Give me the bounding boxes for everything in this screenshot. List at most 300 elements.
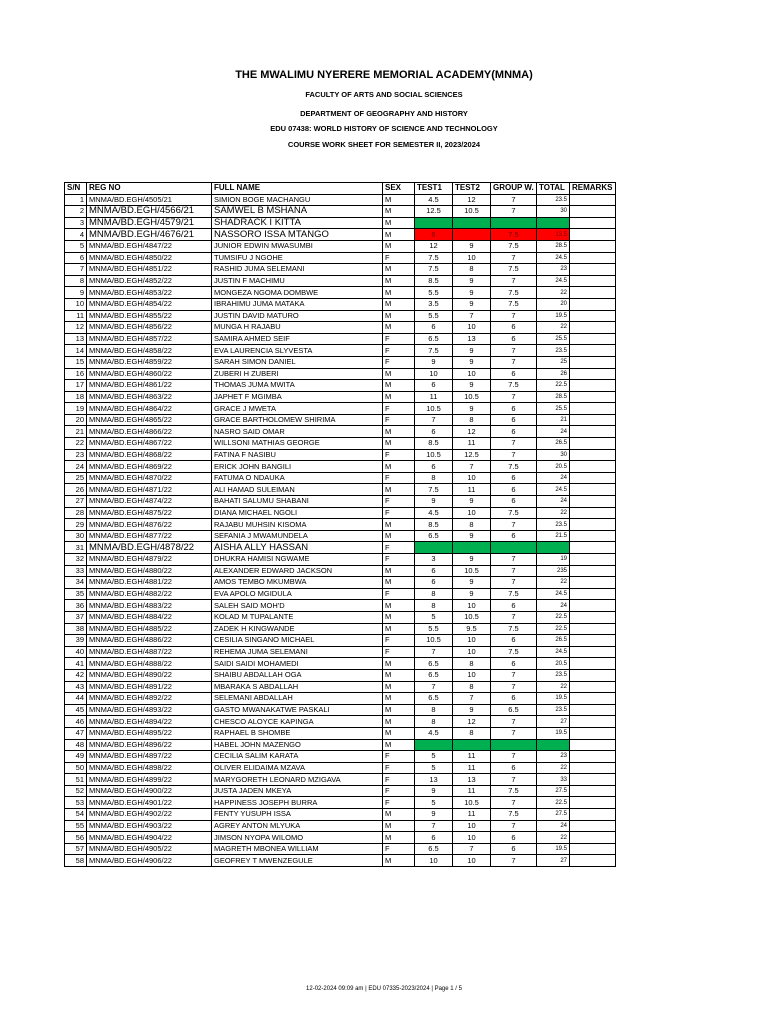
cell-group-work: 6.5 xyxy=(491,704,537,716)
cell-sn: 3 xyxy=(65,217,87,229)
cell-test2: 7 xyxy=(453,843,491,855)
coursework-table xyxy=(64,182,616,867)
cell-sn: 13 xyxy=(65,333,87,345)
cell-sex: F xyxy=(383,751,415,763)
table-row xyxy=(65,368,616,380)
cell-reg-no: MNMA/BD.EGH/4859/22 xyxy=(87,356,212,368)
cell-test2: 12 xyxy=(453,716,491,728)
cell-remarks xyxy=(570,380,616,392)
cell-group-work: 7 xyxy=(491,681,537,693)
cell-total: 27 xyxy=(537,855,570,867)
cell-sn: 45 xyxy=(65,704,87,716)
table-row xyxy=(65,264,616,276)
cell-remarks xyxy=(570,762,616,774)
cell-test2: 9 xyxy=(453,554,491,566)
cell-test1: 6 xyxy=(415,426,453,438)
cell-test1: 3 xyxy=(415,554,453,566)
cell-test1: 7 xyxy=(415,681,453,693)
table-row xyxy=(65,194,616,206)
cell-full-name: ALEXANDER EDWARD JACKSON xyxy=(212,565,383,577)
cell-sn: 40 xyxy=(65,646,87,658)
cell-test2: 9 xyxy=(453,403,491,415)
cell-full-name: RASHID JUMA SELEMANI xyxy=(212,264,383,276)
cell-test2: 10.5 xyxy=(453,565,491,577)
cell-sex: F xyxy=(383,588,415,600)
cell-sn: 48 xyxy=(65,739,87,751)
cell-sn: 24 xyxy=(65,461,87,473)
cell-sn: 47 xyxy=(65,727,87,739)
cell-remarks xyxy=(570,287,616,299)
cell-test1: 7.5 xyxy=(415,264,453,276)
table-row xyxy=(65,739,616,751)
cell-sn: 34 xyxy=(65,577,87,589)
cell-group-work: 6 xyxy=(491,600,537,612)
cell-test1: 10.5 xyxy=(415,403,453,415)
cell-full-name: MONGEZA NGOMA DOMBWE xyxy=(212,287,383,299)
cell-total: 24.5 xyxy=(537,275,570,287)
cell-full-name: MARYGORETH LEONARD MZIGAVA xyxy=(212,774,383,786)
cell-total: 24 xyxy=(537,472,570,484)
cell-group-work: 7.5 xyxy=(491,809,537,821)
cell-sex: F xyxy=(383,843,415,855)
cell-test2: 7 xyxy=(453,461,491,473)
cell-full-name: JUSTA JADEN MKEYA xyxy=(212,785,383,797)
cell-reg-no: MNMA/BD.EGH/4884/22 xyxy=(87,611,212,623)
table-row xyxy=(65,333,616,345)
cell-total: 20.5 xyxy=(537,461,570,473)
cell-group-work: 7 xyxy=(491,716,537,728)
cell-reg-no: MNMA/BD.EGH/4867/22 xyxy=(87,438,212,450)
cell-test1: 10.5 xyxy=(415,449,453,461)
cell-reg-no: MNMA/BD.EGH/4854/22 xyxy=(87,298,212,310)
cell-remarks xyxy=(570,252,616,264)
cell-test2: 8 xyxy=(453,264,491,276)
cell-total: 23.5 xyxy=(537,704,570,716)
cell-sn: 18 xyxy=(65,391,87,403)
table-row xyxy=(65,414,616,426)
col-header-remarks: REMARKS xyxy=(570,183,616,195)
cell-test1: 12 xyxy=(415,240,453,252)
cell-reg-no: MNMA/BD.EGH/4566/21 xyxy=(87,206,212,218)
sheet-title: COURSE WORK SHEET FOR SEMESTER II, 2023/2024 xyxy=(287,140,481,149)
cell-group-work: 6 xyxy=(491,693,537,705)
cell-reg-no: MNMA/BD.EGH/4904/22 xyxy=(87,832,212,844)
cell-test1: 6.5 xyxy=(415,333,453,345)
cell-test1: 9 xyxy=(415,809,453,821)
table-row xyxy=(65,496,616,508)
cell-total: 19.5 xyxy=(537,693,570,705)
cell-full-name: JUSTIN DAVID MATURO xyxy=(212,310,383,322)
cell-sn: 6 xyxy=(65,252,87,264)
cell-group-work: 7.5 xyxy=(491,229,537,241)
cell-reg-no: MNMA/BD.EGH/4898/22 xyxy=(87,762,212,774)
cell-test2: 9 xyxy=(453,287,491,299)
cell-sex: F xyxy=(383,252,415,264)
cell-total: 20.5 xyxy=(537,658,570,670)
cell-group-work: 7 xyxy=(491,310,537,322)
cell-reg-no: MNMA/BD.EGH/4893/22 xyxy=(87,704,212,716)
col-header-test1: TEST1 xyxy=(415,183,453,195)
cell-total: 26.5 xyxy=(537,438,570,450)
cell-full-name: SEFANIA J MWAMUNDELA xyxy=(212,530,383,542)
cell-sex: M xyxy=(383,287,415,299)
cell-sn: 28 xyxy=(65,507,87,519)
cell-test2: 12 xyxy=(453,426,491,438)
cell-group-work: 6 xyxy=(491,484,537,496)
cell-test2: 9 xyxy=(453,577,491,589)
cell-group-work: 6 xyxy=(491,368,537,380)
cell-total: 22 xyxy=(537,577,570,589)
cell-test1: 9 xyxy=(415,356,453,368)
cell-full-name: DIANA MICHAEL NGOLI xyxy=(212,507,383,519)
cell-group-work: 7.5 xyxy=(491,507,537,519)
table-row xyxy=(65,635,616,647)
cell-sex: F xyxy=(383,797,415,809)
cell-total: 22 xyxy=(537,507,570,519)
cell-remarks xyxy=(570,843,616,855)
cell-total: 235 xyxy=(537,565,570,577)
cell-reg-no: MNMA/BD.EGH/4851/22 xyxy=(87,264,212,276)
cell-sn: 33 xyxy=(65,565,87,577)
cell-full-name: SHADRACK I KITTA xyxy=(212,217,383,229)
cell-test1: 8 xyxy=(415,588,453,600)
cell-test1: 6 xyxy=(415,229,453,241)
cell-remarks xyxy=(570,449,616,461)
cell-reg-no: MNMA/BD.EGH/4505/21 xyxy=(87,194,212,206)
cell-total: 19.5 xyxy=(537,727,570,739)
cell-reg-no: MNMA/BD.EGH/4865/22 xyxy=(87,414,212,426)
cell-sn: 22 xyxy=(65,438,87,450)
col-header-group-work: GROUP W. xyxy=(491,183,537,195)
cell-group-work: 7 xyxy=(491,275,537,287)
cell-full-name: GRACE BARTHOLOMEW SHIRIMA xyxy=(212,414,383,426)
cell-full-name: RAPHAEL B SHOMBE xyxy=(212,727,383,739)
cell-total: 22.5 xyxy=(537,797,570,809)
cell-reg-no: MNMA/BD.EGH/4895/22 xyxy=(87,727,212,739)
cell-sn: 19 xyxy=(65,403,87,415)
cell-group-work: 7 xyxy=(491,206,537,218)
cell-test2: 10 xyxy=(453,507,491,519)
cell-total: 25 xyxy=(537,356,570,368)
cell-remarks xyxy=(570,658,616,670)
table-row xyxy=(65,704,616,716)
cell-test1: 5.5 xyxy=(415,310,453,322)
cell-total: 22.5 xyxy=(537,611,570,623)
cell-full-name: MUNGA H RAJABU xyxy=(212,322,383,334)
table-row xyxy=(65,403,616,415)
cell-group-work: 7 xyxy=(491,669,537,681)
cell-sex: F xyxy=(383,403,415,415)
cell-sex: M xyxy=(383,275,415,287)
cell-group-work: 7 xyxy=(491,554,537,566)
cell-total: 26.5 xyxy=(537,635,570,647)
cell-remarks xyxy=(570,588,616,600)
cell-total: 22.5 xyxy=(537,623,570,635)
page-footer: 12-02-2024 09:09 am | EDU 07335-2023/2024 | Page 1 / 5 xyxy=(306,986,462,992)
table-row xyxy=(65,449,616,461)
cell-sex: M xyxy=(383,704,415,716)
cell-full-name: BAHATI SALUMU SHABANI xyxy=(212,496,383,508)
cell-remarks xyxy=(570,623,616,635)
cell-reg-no: MNMA/BD.EGH/4900/22 xyxy=(87,785,212,797)
cell-full-name: IBRAHIMU JUMA MATAKA xyxy=(212,298,383,310)
cell-remarks xyxy=(570,727,616,739)
cell-sn: 16 xyxy=(65,368,87,380)
cell-test2: 11 xyxy=(453,438,491,450)
cell-full-name: GEOFREY T MWENZEGULE xyxy=(212,855,383,867)
cell-remarks xyxy=(570,565,616,577)
cell-remarks xyxy=(570,298,616,310)
cell-full-name: HABEL JOHN MAZENGO xyxy=(212,739,383,751)
cell-total xyxy=(537,217,570,229)
table-row xyxy=(65,588,616,600)
cell-group-work: 6 xyxy=(491,403,537,415)
cell-sex: F xyxy=(383,785,415,797)
cell-total: 13.5 xyxy=(537,229,570,241)
cell-test2: 9 xyxy=(453,588,491,600)
cell-reg-no: MNMA/BD.EGH/4863/22 xyxy=(87,391,212,403)
cell-full-name: SAMWEL B MSHANA xyxy=(212,206,383,218)
cell-test1: 6 xyxy=(415,380,453,392)
cell-sex: F xyxy=(383,472,415,484)
cell-test1: 7.5 xyxy=(415,345,453,357)
cell-test1: 8.5 xyxy=(415,438,453,450)
cell-full-name: CESILIA SINGANO MICHAEL xyxy=(212,635,383,647)
cell-sex: M xyxy=(383,565,415,577)
cell-reg-no: MNMA/BD.EGH/4866/22 xyxy=(87,426,212,438)
cell-remarks xyxy=(570,774,616,786)
cell-test1 xyxy=(415,217,453,229)
cell-total: 23.5 xyxy=(537,519,570,531)
cell-full-name: MAGRETH MBONEA WILLIAM xyxy=(212,843,383,855)
cell-group-work: 7.5 xyxy=(491,785,537,797)
table-row xyxy=(65,298,616,310)
cell-remarks xyxy=(570,600,616,612)
cell-total: 24.5 xyxy=(537,646,570,658)
cell-reg-no: MNMA/BD.EGH/4864/22 xyxy=(87,403,212,415)
cell-sn: 25 xyxy=(65,472,87,484)
table-row xyxy=(65,426,616,438)
cell-sn: 30 xyxy=(65,530,87,542)
cell-remarks xyxy=(570,693,616,705)
cell-group-work: 7 xyxy=(491,519,537,531)
cell-sex: F xyxy=(383,635,415,647)
cell-total: 22 xyxy=(537,322,570,334)
cell-sex: M xyxy=(383,669,415,681)
cell-reg-no: MNMA/BD.EGH/4885/22 xyxy=(87,623,212,635)
cell-group-work: 7 xyxy=(491,345,537,357)
cell-test2: 9 xyxy=(453,345,491,357)
cell-sex: M xyxy=(383,229,415,241)
cell-test2: 11 xyxy=(453,751,491,763)
cell-sn: 21 xyxy=(65,426,87,438)
col-header-sex: SEX xyxy=(383,183,415,195)
cell-test2: 10 xyxy=(453,368,491,380)
cell-remarks xyxy=(570,333,616,345)
cell-reg-no: MNMA/BD.EGH/4847/22 xyxy=(87,240,212,252)
cell-sn: 29 xyxy=(65,519,87,531)
cell-remarks xyxy=(570,310,616,322)
cell-test1: 7.5 xyxy=(415,252,453,264)
cell-remarks xyxy=(570,820,616,832)
cell-total: 25.5 xyxy=(537,403,570,415)
cell-sex: F xyxy=(383,507,415,519)
cell-test2 xyxy=(453,217,491,229)
cell-group-work: 7 xyxy=(491,727,537,739)
cell-test2: 10 xyxy=(453,669,491,681)
cell-full-name: SAIDI SAIDI MOHAMEDI xyxy=(212,658,383,670)
table-row xyxy=(65,380,616,392)
cell-reg-no: MNMA/BD.EGH/4906/22 xyxy=(87,855,212,867)
cell-test1: 4.5 xyxy=(415,727,453,739)
cell-sex: M xyxy=(383,438,415,450)
cell-test2: 10.5 xyxy=(453,797,491,809)
cell-total xyxy=(537,542,570,554)
cell-reg-no: MNMA/BD.EGH/4902/22 xyxy=(87,809,212,821)
cell-sn: 8 xyxy=(65,275,87,287)
table-row xyxy=(65,809,616,821)
cell-full-name: GRACE J MWETA xyxy=(212,403,383,415)
cell-test1: 3.5 xyxy=(415,298,453,310)
cell-full-name: CHESCO ALOYCE KAPINGA xyxy=(212,716,383,728)
table-row xyxy=(65,832,616,844)
cell-reg-no: MNMA/BD.EGH/4903/22 xyxy=(87,820,212,832)
cell-test2: 8 xyxy=(453,414,491,426)
cell-sn: 58 xyxy=(65,855,87,867)
cell-group-work: 7.5 xyxy=(491,240,537,252)
cell-total: 23.5 xyxy=(537,345,570,357)
table-row xyxy=(65,600,616,612)
cell-group-work: 6 xyxy=(491,496,537,508)
cell-reg-no: MNMA/BD.EGH/4860/22 xyxy=(87,368,212,380)
cell-group-work: 6 xyxy=(491,762,537,774)
col-header-sn: S/N xyxy=(65,183,87,195)
cell-reg-no: MNMA/BD.EGH/4886/22 xyxy=(87,635,212,647)
cell-total: 27.5 xyxy=(537,809,570,821)
cell-test1: 11 xyxy=(415,391,453,403)
cell-group-work: 7.5 xyxy=(491,298,537,310)
table-row xyxy=(65,519,616,531)
cell-sn: 9 xyxy=(65,287,87,299)
cell-test2: 9.5 xyxy=(453,623,491,635)
table-row xyxy=(65,229,616,241)
cell-remarks xyxy=(570,264,616,276)
table-body xyxy=(65,194,616,866)
cell-remarks xyxy=(570,275,616,287)
cell-full-name: FATINA F NASIBU xyxy=(212,449,383,461)
cell-total: 22 xyxy=(537,762,570,774)
cell-total: 22 xyxy=(537,287,570,299)
cell-group-work: 7.5 xyxy=(491,380,537,392)
cell-sn: 49 xyxy=(65,751,87,763)
cell-test2: 10 xyxy=(453,252,491,264)
cell-test2: 10 xyxy=(453,855,491,867)
cell-total: 30 xyxy=(537,449,570,461)
cell-total: 24.5 xyxy=(537,252,570,264)
table-row xyxy=(65,391,616,403)
cell-test1: 8.5 xyxy=(415,519,453,531)
cell-test2: 11 xyxy=(453,809,491,821)
cell-sex: M xyxy=(383,600,415,612)
cell-sex: M xyxy=(383,484,415,496)
table-row xyxy=(65,681,616,693)
col-header-total: TOTAL xyxy=(537,183,570,195)
cell-test1: 6.5 xyxy=(415,658,453,670)
cell-reg-no: MNMA/BD.EGH/4869/22 xyxy=(87,461,212,473)
cell-test2: 9 xyxy=(453,530,491,542)
cell-test1: 10 xyxy=(415,368,453,380)
cell-test1: 8 xyxy=(415,704,453,716)
table-row xyxy=(65,322,616,334)
cell-reg-no: MNMA/BD.EGH/4896/22 xyxy=(87,739,212,751)
cell-remarks xyxy=(570,577,616,589)
cell-reg-no: MNMA/BD.EGH/4905/22 xyxy=(87,843,212,855)
cell-test1: 10.5 xyxy=(415,635,453,647)
cell-full-name: ERICK JOHN BANGILI xyxy=(212,461,383,473)
cell-sex: M xyxy=(383,820,415,832)
cell-total: 27 xyxy=(537,716,570,728)
cell-full-name: OLIVER ELIDAIMA MZAVA xyxy=(212,762,383,774)
cell-total: 24 xyxy=(537,496,570,508)
cell-sn: 20 xyxy=(65,414,87,426)
cell-full-name: WILLSONI MATHIAS GEORGE xyxy=(212,438,383,450)
cell-full-name: SARAH SIMON DANIEL xyxy=(212,356,383,368)
cell-test2: 10.5 xyxy=(453,611,491,623)
table-row xyxy=(65,217,616,229)
cell-test1: 6 xyxy=(415,565,453,577)
cell-test2: 8 xyxy=(453,681,491,693)
cell-total: 24 xyxy=(537,600,570,612)
cell-total: 25.5 xyxy=(537,333,570,345)
cell-test2: 7 xyxy=(453,693,491,705)
table-row xyxy=(65,310,616,322)
cell-sn: 26 xyxy=(65,484,87,496)
cell-reg-no: MNMA/BD.EGH/4861/22 xyxy=(87,380,212,392)
cell-test2: 10 xyxy=(453,832,491,844)
cell-total: 23.5 xyxy=(537,194,570,206)
cell-group-work: 6 xyxy=(491,658,537,670)
cell-test1: 7 xyxy=(415,646,453,658)
cell-test1 xyxy=(415,542,453,554)
cell-full-name: AISHA ALLY HASSAN xyxy=(212,542,383,554)
cell-test2: 8 xyxy=(453,519,491,531)
cell-test1: 5 xyxy=(415,797,453,809)
cell-test1: 6 xyxy=(415,577,453,589)
cell-sn: 35 xyxy=(65,588,87,600)
cell-sex: F xyxy=(383,646,415,658)
cell-total: 19 xyxy=(537,554,570,566)
cell-group-work: 7 xyxy=(491,751,537,763)
table-row xyxy=(65,727,616,739)
table-row xyxy=(65,252,616,264)
cell-sex: F xyxy=(383,496,415,508)
cell-reg-no: MNMA/BD.EGH/4855/22 xyxy=(87,310,212,322)
cell-test1: 6.5 xyxy=(415,693,453,705)
table-row xyxy=(65,287,616,299)
cell-group-work: 7 xyxy=(491,356,537,368)
cell-remarks xyxy=(570,368,616,380)
cell-group-work: 6 xyxy=(491,426,537,438)
cell-sex: M xyxy=(383,391,415,403)
cell-sn: 42 xyxy=(65,669,87,681)
cell-remarks xyxy=(570,519,616,531)
faculty-name: FACULTY OF ARTS AND SOCIAL SCIENCES xyxy=(305,90,463,99)
table-row xyxy=(65,623,616,635)
table-row xyxy=(65,356,616,368)
cell-sn: 11 xyxy=(65,310,87,322)
cell-reg-no: MNMA/BD.EGH/4853/22 xyxy=(87,287,212,299)
cell-reg-no: MNMA/BD.EGH/4875/22 xyxy=(87,507,212,519)
